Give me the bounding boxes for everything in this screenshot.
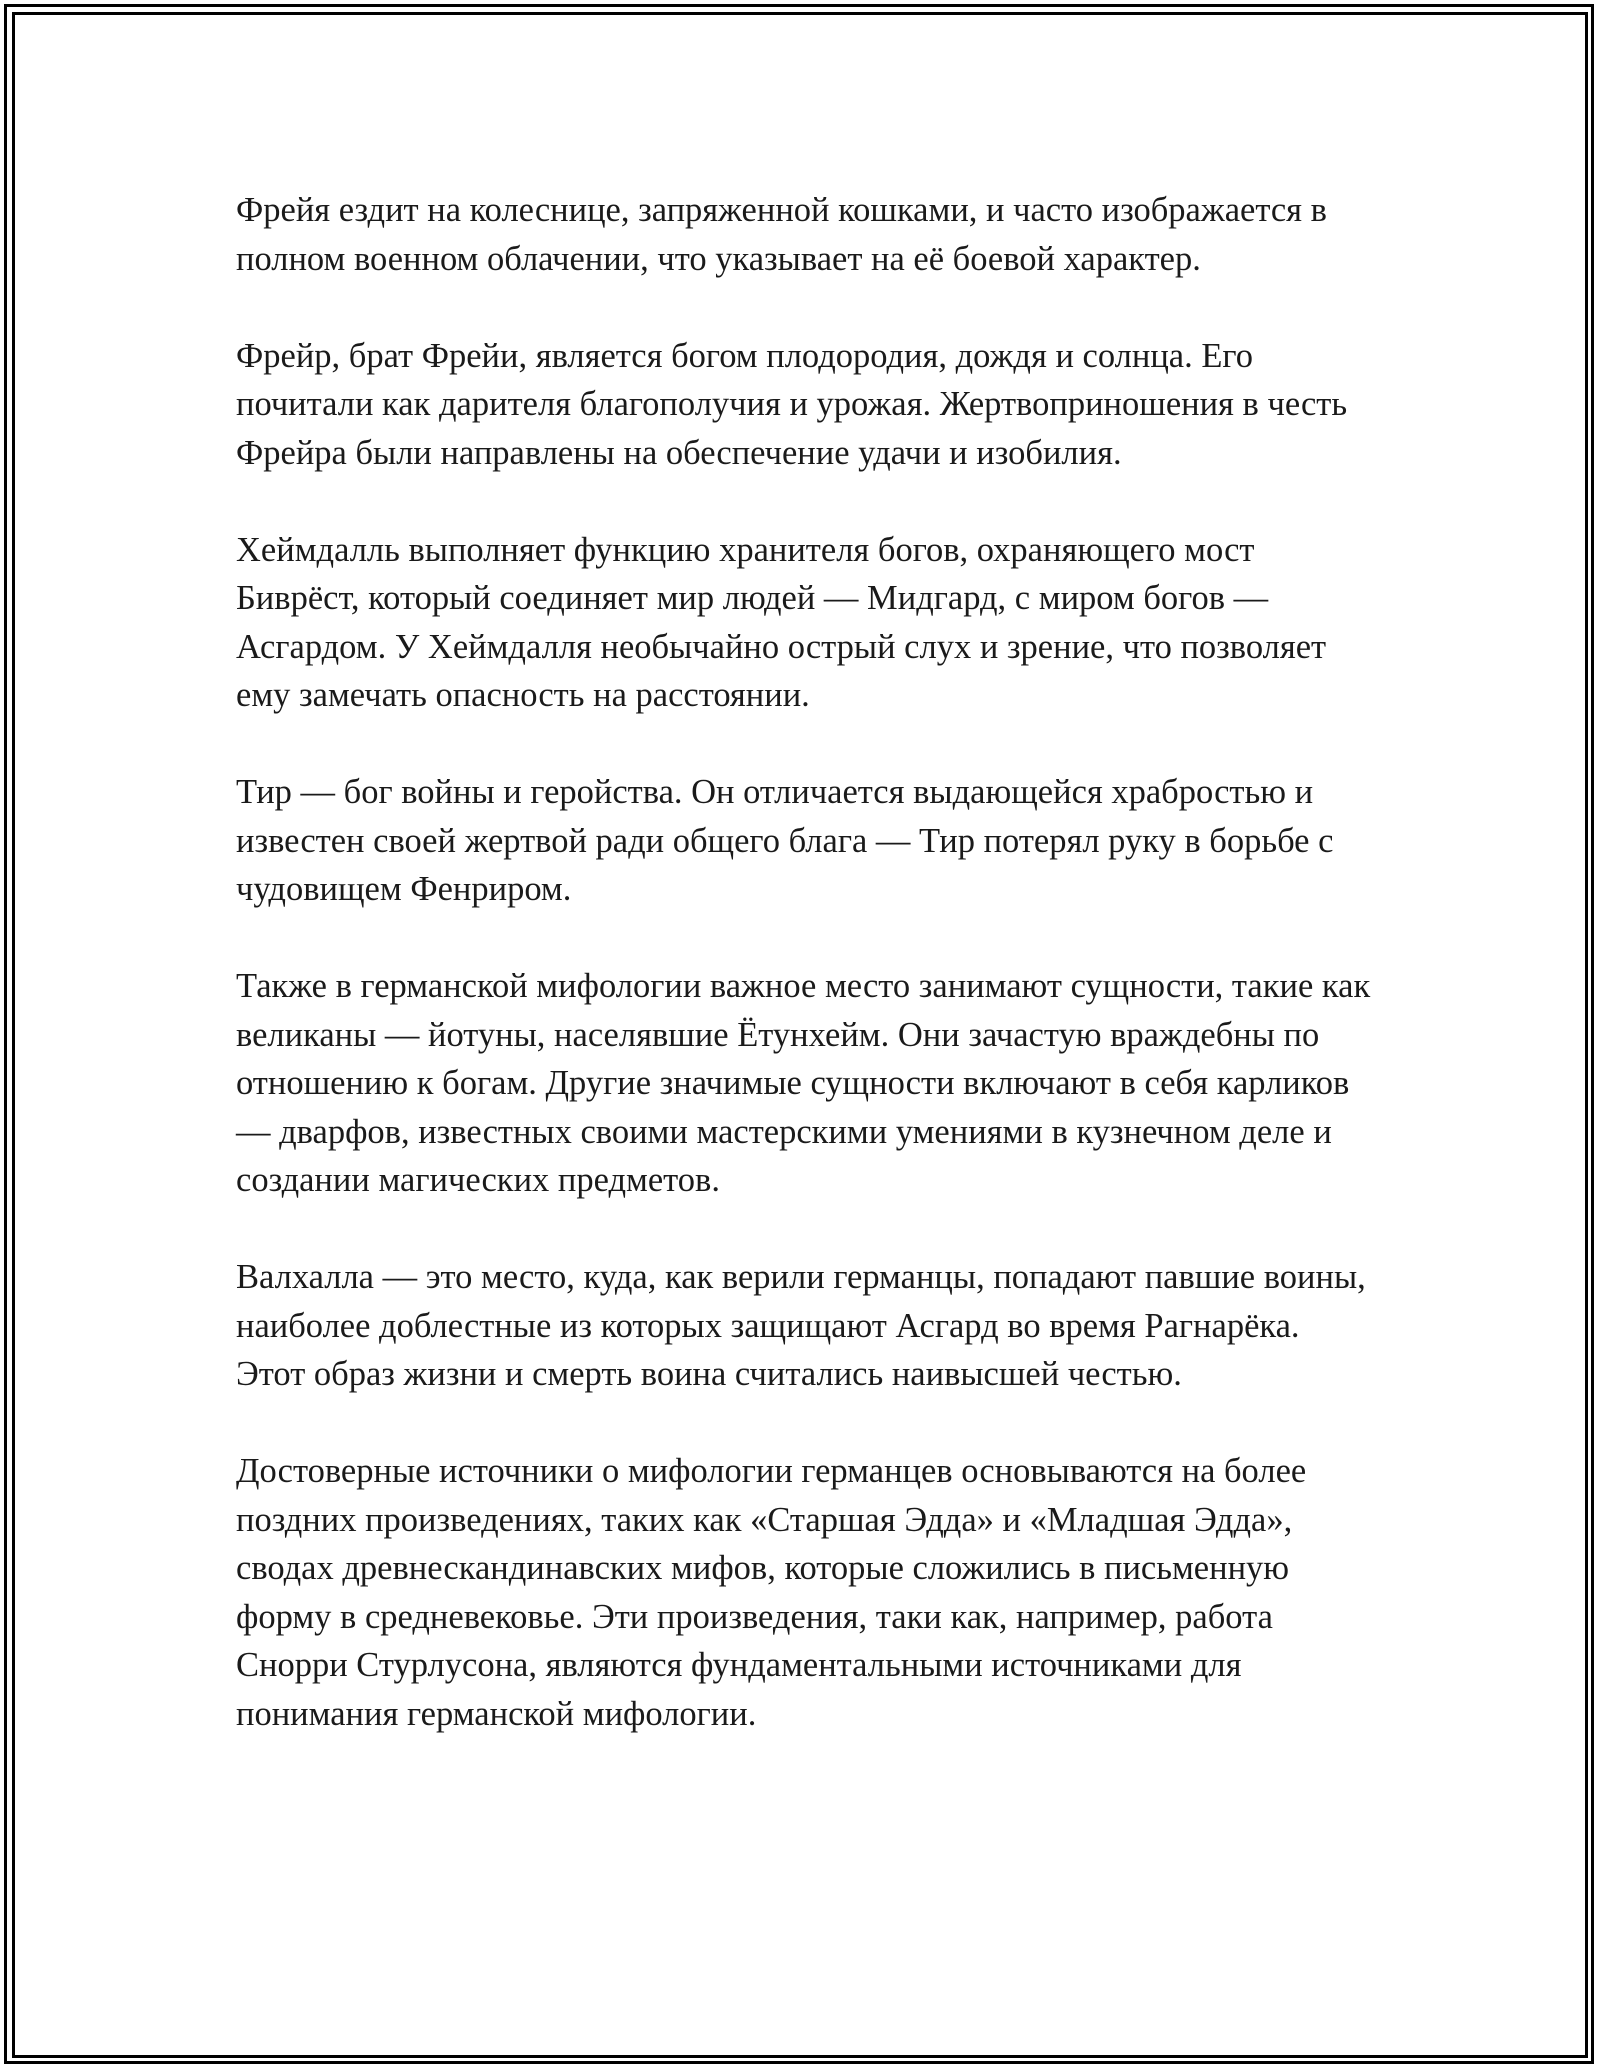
- paragraph-tyr: Тир — бог войны и геройства. Он отличается выдающейся храбростью и известен своей жертвой ради общего блага — Тир потерял руку в борьбе с чудовищем Фенриром.: [236, 773, 1334, 908]
- paragraph-giants-dwarves: Также в германской мифологии важное место занимают сущности, такие как великаны — йотуны, населявшие Ётунхейм. Они зачастую враждебны по отношению к богам. Другие значимые сущности включают в себя карликов — дварфов, известных своими мастерскими умениями в кузнечном деле и создании магических предметов.: [236, 967, 1371, 1199]
- paragraph-valhalla: Валхалла — это место, куда, как верили германцы, попадают павшие воины, наиболее доблестные из которых защищают Асгард во время Рагнарёка. Этот образ жизни и смерть воина считались наивысшей честью.: [236, 1258, 1366, 1393]
- document-body: [236, 186, 1376, 1738]
- paragraph-freyr: Фрейр, брат Фрейи, является богом плодородия, дождя и солнца. Его почитали как дарителя благополучия и урожая. Жертвоприношения в честь Фрейра были направлены на обеспечение удачи и изобилия.: [236, 336, 1348, 472]
- paragraph-freya: Фрейя ездит на колеснице, запряженной кошками, и часто изображается в полном военном облачении, что указывает на её боевой характер.: [236, 191, 1327, 278]
- paragraph-heimdall: Хеймдалль выполняет функцию хранителя богов, охраняющего мост Биврёст, который соединяет мир людей — Мидгард, с миром богов — Асгардом. У Хеймдалля необычайно острый слух и зрение, что позволяет ему замечать опасность на расстоянии.: [236, 530, 1327, 714]
- paragraph-sources: Достоверные источники о мифологии германцев основываются на более поздних произведениях, таких как «Старшая Эдда» и «Младшая Эдда», сводах древнескандинавских мифов, которые сложились в письменную форму в средневековье. Эти произведения, таки как, например, работа Снорри Стурлусона, являются фундаментальными источниками для понимания германской мифологии.: [236, 1452, 1307, 1733]
